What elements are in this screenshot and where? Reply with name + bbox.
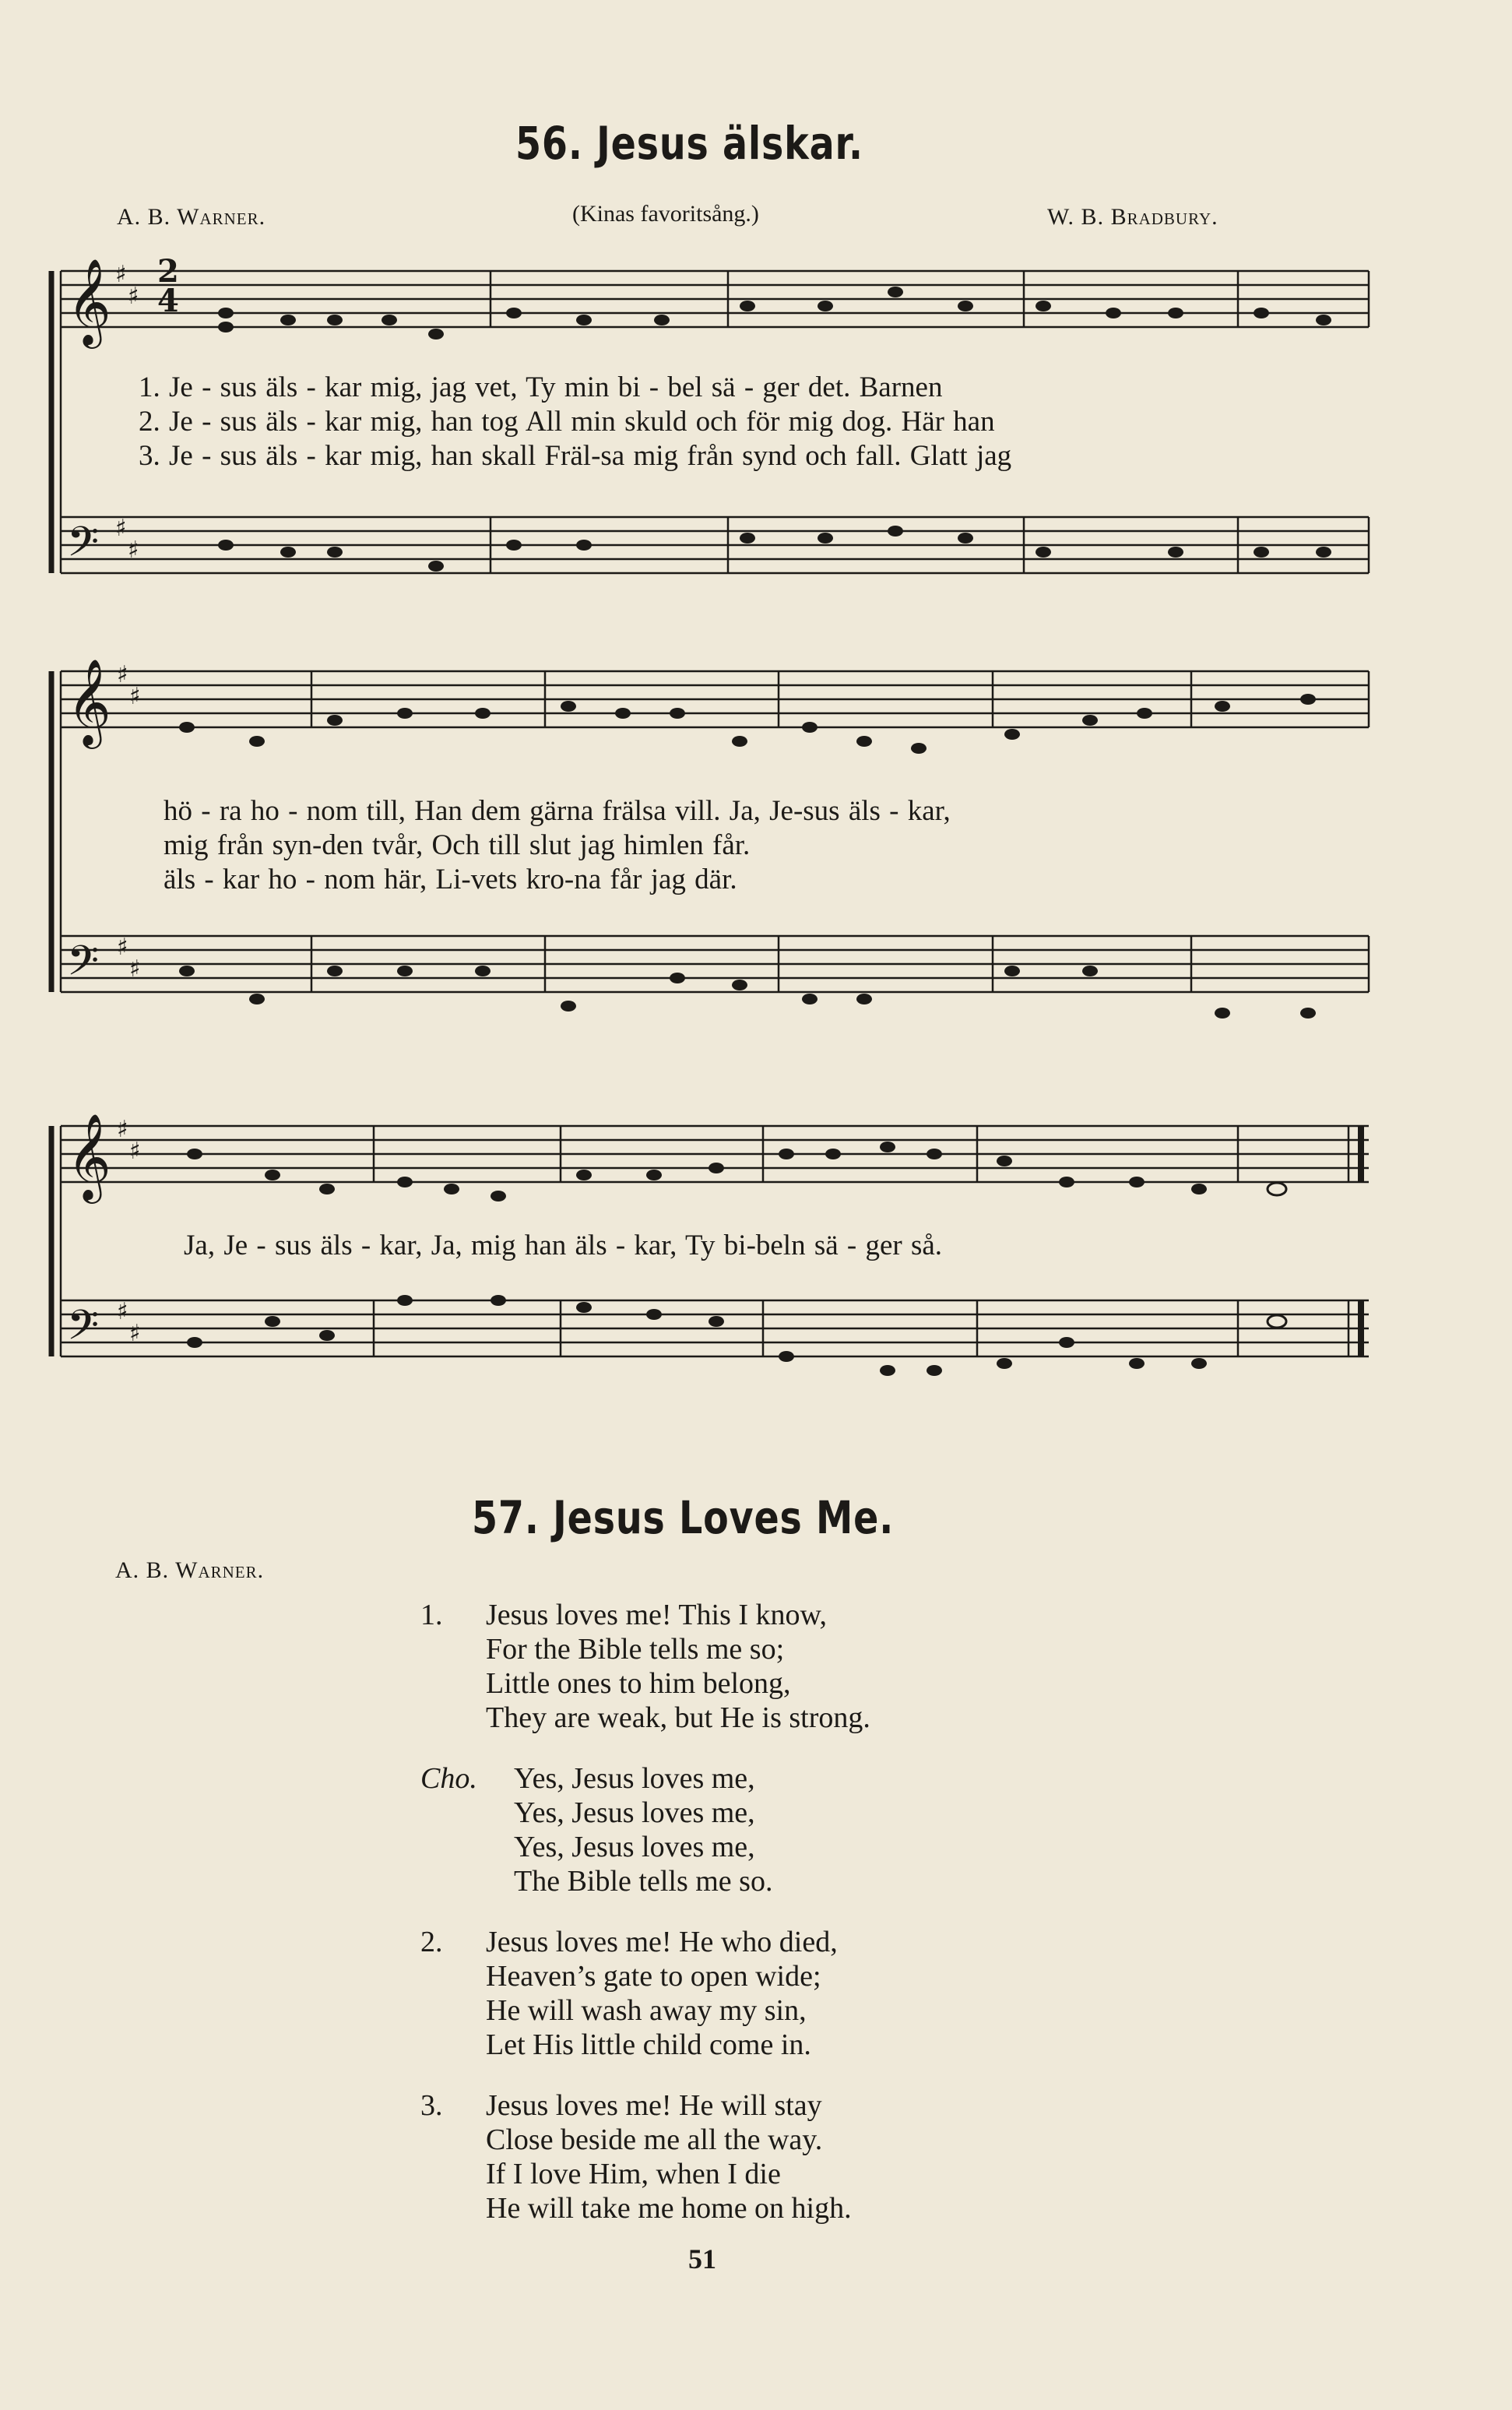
verse-number: 3.: [420, 2089, 443, 2122]
hymn-56-note: (Kinas favoritsång.): [572, 201, 759, 227]
lyric-line-verse-1: [139, 371, 1011, 405]
bass-clef-icon: 𝄢: [67, 519, 100, 576]
verse-number: 2.: [139, 406, 160, 438]
hymn-56-lyricist: A. B. Warner.: [117, 204, 266, 230]
verse-number: 3.: [139, 440, 160, 472]
treble-clef-icon: 𝄞: [67, 258, 111, 345]
sharp-icon: ♯: [117, 661, 128, 688]
time-signature-treble: [157, 253, 179, 319]
sharp-icon: ♯: [129, 1320, 141, 1347]
sharp-icon: ♯: [129, 1138, 141, 1165]
treble-clef-icon: 𝄞: [67, 658, 111, 745]
sharp-icon: ♯: [115, 515, 127, 542]
system-2-lyrics: [164, 794, 951, 897]
verse-number: 1.: [139, 371, 160, 403]
sharp-icon: ♯: [117, 934, 128, 961]
verse-line: He will wash away my sin,: [486, 1994, 807, 2027]
lyric-text: Je - sus äls - kar mig, han tog All min skuld och för mig dog. Här han: [169, 406, 995, 438]
lyric-line-verse-1: hö - ra ho - nom till, Han dem gärna frälsa vill. Ja, Je-sus äls - kar,: [164, 795, 951, 827]
lyric-text: Je - sus äls - kar mig, jag vet, Ty min bi - bel sä - ger det. Barnen: [169, 371, 943, 403]
system-3-lyrics: Ja, Je - sus äls - kar, Ja, mig han äls - kar, Ty bi-beln sä - ger så.: [184, 1230, 943, 1261]
verse-line: Jesus loves me! He who died,: [486, 1926, 838, 1958]
sharp-icon: ♯: [117, 1116, 128, 1143]
bass-clef-icon: 𝄢: [67, 1302, 100, 1360]
sharp-icon: ♯: [128, 283, 139, 310]
verse-number: 1.: [420, 1599, 443, 1631]
verse-line: Close beside me all the way.: [486, 2123, 823, 2156]
system-1-bass-staff: [61, 517, 1369, 573]
hymn-56-composer: W. B. Bradbury.: [1047, 204, 1218, 230]
lyric-line-verse-3: äls - kar ho - nom här, Li-vets kro-na får jag där.: [164, 864, 737, 895]
lyric-line-verse-3: [139, 439, 1011, 473]
verse-line: Let His little child come in.: [486, 2028, 811, 2061]
time-signature-top: 2: [157, 253, 179, 290]
system-2-bass-staff: [61, 936, 1369, 992]
verse-line: He will take me home on high.: [486, 2192, 852, 2225]
system-2-treble-staff: [61, 671, 1369, 727]
lyric-line-verse-2: mig från syn-den tvår, Och till slut jag himlen får.: [164, 829, 751, 861]
treble-clef-icon: 𝄞: [67, 1113, 111, 1200]
verse-line: Little ones to him belong,: [486, 1667, 791, 1700]
verse-line: Jesus loves me! This I know,: [486, 1599, 828, 1631]
verse-line: Heaven’s gate to open wide;: [486, 1960, 821, 1993]
system-3-treble-staff: [61, 1126, 1369, 1182]
hymn-57-author: A. B. Warner.: [115, 1557, 265, 1583]
clefs: [67, 258, 141, 1360]
verse-line: For the Bible tells me so;: [486, 1633, 785, 1666]
final-barline: [1348, 1126, 1361, 1356]
chorus-line: Yes, Jesus loves me,: [514, 1796, 755, 1829]
bass-clef-icon: 𝄢: [67, 938, 100, 995]
verse-number: 2.: [420, 1926, 443, 1958]
hymn-56-title-text: Jesus älskar.: [596, 117, 863, 170]
hymn-57-title: [472, 1491, 894, 1544]
verse-line: If I love Him, when I die: [486, 2158, 781, 2190]
system-1-lyrics: [139, 371, 1011, 473]
chorus-line: Yes, Jesus loves me,: [514, 1762, 755, 1795]
lyric-line-verse-2: [139, 405, 1011, 439]
chorus-line: The Bible tells me so.: [514, 1865, 773, 1898]
hymn-57-number: 57.: [472, 1491, 540, 1544]
system-brackets: [51, 271, 61, 1356]
system-3-bass-staff: [61, 1300, 1369, 1356]
chorus-label: Cho.: [420, 1762, 477, 1795]
lyric-text: Je - sus äls - kar mig, han skall Fräl-sa mig från synd och fall. Glatt jag: [169, 440, 1012, 472]
sharp-icon: ♯: [115, 261, 127, 288]
sharp-icon: ♯: [128, 537, 139, 564]
sharp-icon: ♯: [117, 1298, 128, 1325]
chorus-line: Yes, Jesus loves me,: [514, 1831, 755, 1863]
verse-line: Jesus loves me! He will stay: [486, 2089, 822, 2122]
hymn-56-number: 56.: [515, 117, 583, 170]
verse-line: They are weak, but He is strong.: [486, 1701, 870, 1734]
page-number: 51: [688, 2243, 716, 2275]
sharp-icon: ♯: [129, 683, 141, 710]
hymn-57-title-text: Jesus Loves Me.: [553, 1491, 895, 1544]
sharp-icon: ♯: [129, 955, 141, 983]
system-1-treble-staff: [61, 271, 1369, 327]
time-signature-bottom: 4: [157, 283, 179, 319]
